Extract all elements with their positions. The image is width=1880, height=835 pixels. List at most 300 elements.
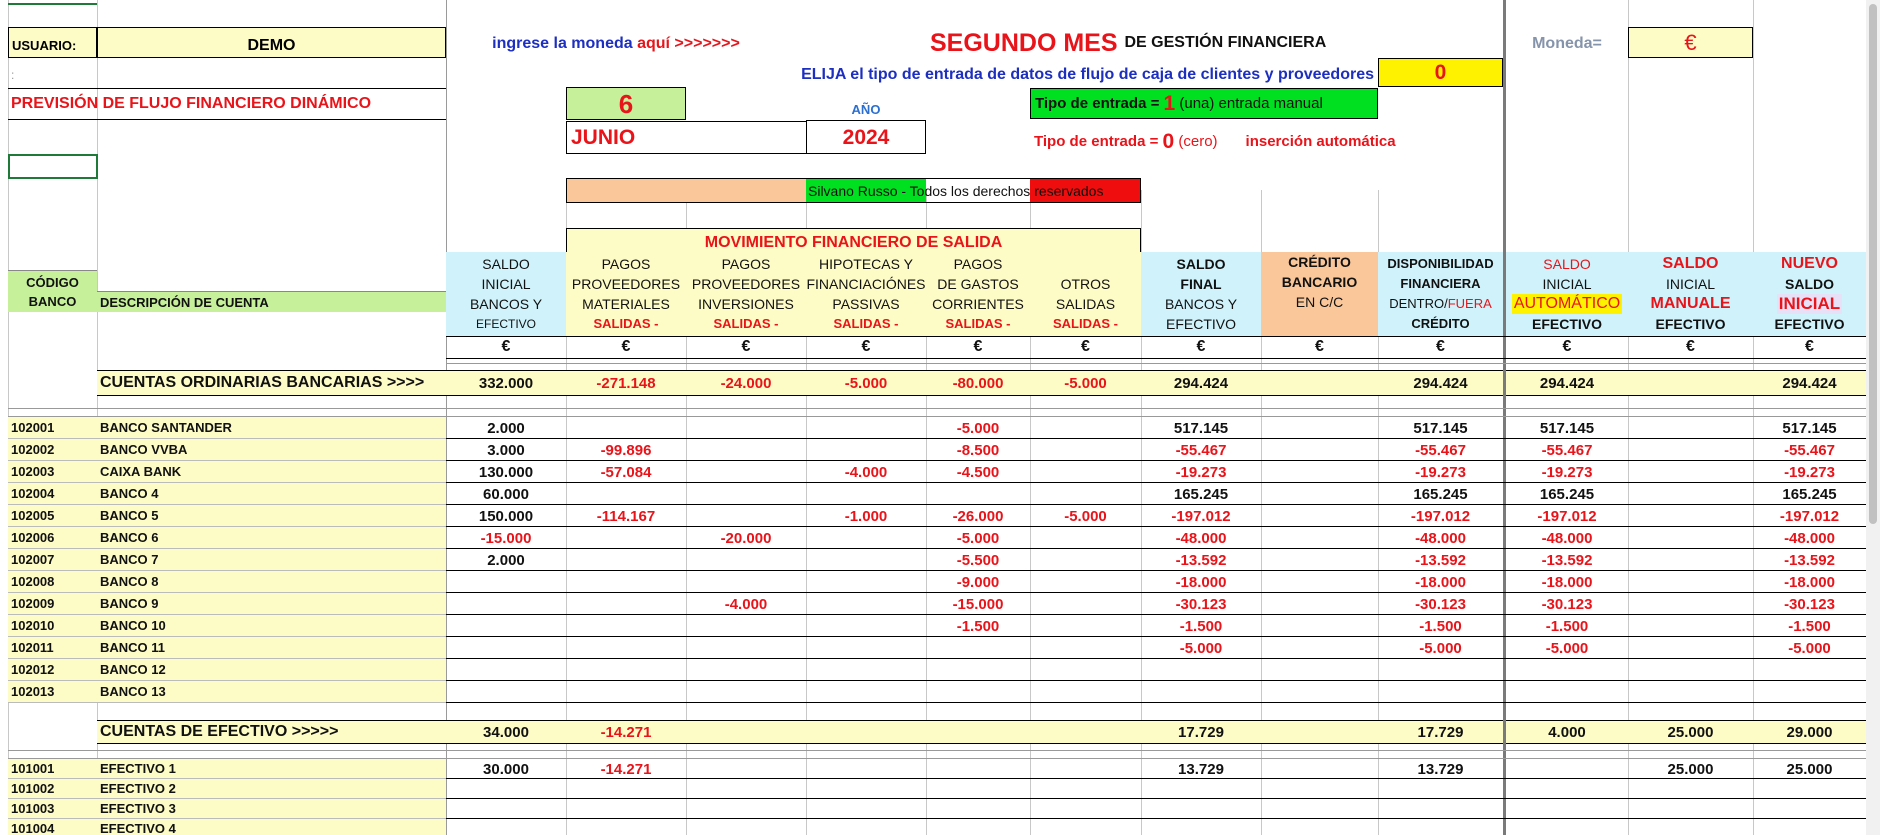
value-cell[interactable] xyxy=(806,659,926,681)
value-cell[interactable] xyxy=(686,637,806,659)
value-cell[interactable] xyxy=(566,417,686,439)
value-cell[interactable] xyxy=(446,593,566,615)
value-cell[interactable] xyxy=(566,549,686,571)
account-name-cell[interactable]: BANCO 4 xyxy=(97,483,446,505)
value-cell[interactable]: -99.896 xyxy=(600,441,652,459)
value-cell[interactable]: -13.592 xyxy=(1541,551,1593,569)
value-cell[interactable] xyxy=(686,659,806,681)
account-code-cell[interactable]: 102011 xyxy=(8,637,97,659)
value-cell[interactable]: 2.000 xyxy=(487,551,525,569)
value-cell[interactable] xyxy=(806,417,926,439)
currency-prompt-a: ingrese la moneda xyxy=(492,35,633,52)
col-header-credito xyxy=(1261,252,1378,336)
value-cell[interactable] xyxy=(926,681,1030,703)
account-name-cell[interactable]: EFECTIVO 2 xyxy=(97,779,446,799)
value-cell[interactable]: 30.000 xyxy=(483,760,529,778)
value-cell[interactable]: -30.123 xyxy=(1415,595,1466,613)
value-cell[interactable]: -5.000 xyxy=(956,419,1000,437)
value-cell[interactable]: -48.000 xyxy=(1784,529,1835,547)
account-name-cell[interactable]: CAIXA BANK xyxy=(97,461,446,483)
value-cell[interactable]: -30.123 xyxy=(1175,595,1227,613)
value-cell[interactable] xyxy=(1753,681,1866,703)
account-name-cell[interactable]: BANCO 6 xyxy=(97,527,446,549)
value-cell[interactable] xyxy=(1628,549,1753,571)
value-cell[interactable] xyxy=(566,681,686,703)
value-cell[interactable]: -18.000 xyxy=(1415,573,1466,591)
value-cell[interactable] xyxy=(1261,505,1378,527)
total-value-cell[interactable]: 294.424 xyxy=(1378,370,1503,396)
value-cell[interactable] xyxy=(1141,799,1261,819)
currency-cell[interactable]: € xyxy=(973,338,983,355)
total-value-cell[interactable]: 29.000 xyxy=(1753,720,1866,744)
total-label: CUENTAS DE EFECTIVO >>>>> xyxy=(97,720,446,744)
value-cell[interactable] xyxy=(566,819,686,835)
value-cell[interactable]: 150.000 xyxy=(478,507,534,525)
value-cell[interactable]: -15.000 xyxy=(952,595,1004,613)
value-cell[interactable] xyxy=(446,681,566,703)
moneda-input[interactable]: € xyxy=(1628,27,1753,58)
value-cell[interactable] xyxy=(446,779,566,799)
value-cell[interactable] xyxy=(1261,779,1378,799)
entry-type-input[interactable]: 0 xyxy=(1378,58,1503,87)
value-cell[interactable] xyxy=(686,439,806,461)
col-header-saldo-final xyxy=(1141,252,1261,336)
value-cell[interactable]: 60.000 xyxy=(483,485,529,503)
value-cell[interactable] xyxy=(1141,779,1261,799)
value-cell[interactable] xyxy=(1261,759,1378,779)
value-cell[interactable]: 165.245 xyxy=(1413,485,1468,503)
value-cell[interactable] xyxy=(1628,571,1753,593)
currency-cell[interactable]: € xyxy=(1436,338,1445,355)
value-cell[interactable]: -197.012 xyxy=(1779,507,1840,525)
value-cell[interactable] xyxy=(566,615,686,637)
value-cell[interactable] xyxy=(1628,799,1753,819)
value-cell[interactable] xyxy=(686,615,806,637)
h9-l2: FINANCIERA xyxy=(1400,276,1481,291)
value-cell[interactable] xyxy=(926,483,1030,505)
total-value-cell[interactable]: -24.000 xyxy=(686,370,806,396)
value-cell[interactable] xyxy=(926,637,1030,659)
account-name-cell[interactable]: BANCO 12 xyxy=(97,659,446,681)
account-code-cell[interactable]: 102005 xyxy=(8,505,97,527)
currency-cell[interactable]: € xyxy=(1315,338,1324,355)
value-cell[interactable]: -8.500 xyxy=(956,441,1000,459)
value-cell[interactable] xyxy=(566,527,686,549)
value-cell[interactable] xyxy=(1261,799,1378,819)
value-cell[interactable] xyxy=(566,483,686,505)
entry0-c: (cero) xyxy=(1178,132,1218,150)
total-value-cell[interactable]: 294.424 xyxy=(1753,370,1866,396)
account-name-cell[interactable]: BANCO SANTANDER xyxy=(97,417,446,439)
account-code-cell[interactable]: 102003 xyxy=(8,461,97,483)
value-cell[interactable] xyxy=(1506,779,1628,799)
value-cell[interactable] xyxy=(1506,681,1628,703)
h5-l1: PAGOS xyxy=(953,256,1003,272)
value-cell[interactable]: 165.245 xyxy=(1173,485,1229,503)
value-cell[interactable] xyxy=(1628,681,1753,703)
value-cell[interactable]: -197.012 xyxy=(1171,507,1231,525)
value-cell[interactable] xyxy=(1628,527,1753,549)
account-name-cell[interactable]: BANCO 5 xyxy=(97,505,446,527)
value-cell[interactable]: 517.145 xyxy=(1173,419,1229,437)
value-cell[interactable]: -13.592 xyxy=(1175,551,1227,569)
value-cell[interactable] xyxy=(1753,819,1866,835)
total-value-cell[interactable] xyxy=(1628,370,1753,396)
value-cell[interactable] xyxy=(1261,819,1378,835)
value-cell[interactable]: -5.000 xyxy=(1545,639,1589,657)
value-cell[interactable] xyxy=(1030,417,1141,439)
col-header-pagos-inversiones xyxy=(686,252,806,336)
value-cell[interactable] xyxy=(1141,819,1261,835)
value-cell[interactable] xyxy=(446,819,566,835)
total-value-cell[interactable]: -5.000 xyxy=(806,370,926,396)
value-cell[interactable]: -30.123 xyxy=(1541,595,1593,613)
value-cell[interactable] xyxy=(566,571,686,593)
value-cell[interactable] xyxy=(446,615,566,637)
value-cell[interactable] xyxy=(1261,571,1378,593)
value-cell[interactable] xyxy=(1261,659,1378,681)
value-cell[interactable] xyxy=(806,549,926,571)
value-cell[interactable] xyxy=(1030,759,1141,779)
value-cell[interactable]: -1.500 xyxy=(1545,617,1589,635)
value-cell[interactable] xyxy=(806,681,926,703)
moneda-label: Moneda= xyxy=(1532,35,1602,52)
value-cell[interactable] xyxy=(1628,439,1753,461)
value-cell[interactable] xyxy=(1506,819,1628,835)
value-cell[interactable]: -13.592 xyxy=(1784,551,1835,569)
value-cell[interactable]: -26.000 xyxy=(952,507,1004,525)
total-value-cell[interactable] xyxy=(806,720,926,744)
value-cell[interactable] xyxy=(1030,799,1141,819)
value-cell[interactable] xyxy=(1753,659,1866,681)
value-cell[interactable] xyxy=(1628,483,1753,505)
value-cell[interactable]: -1.000 xyxy=(844,507,888,525)
total-value-cell[interactable]: -14.271 xyxy=(566,720,686,744)
value-cell[interactable] xyxy=(446,659,566,681)
account-code-cell[interactable]: 102013 xyxy=(8,681,97,703)
account-name-cell[interactable]: EFECTIVO 1 xyxy=(97,759,446,779)
account-code-cell[interactable]: 101002 xyxy=(8,779,97,799)
currency-cell[interactable]: € xyxy=(501,338,511,355)
value-cell[interactable] xyxy=(686,549,806,571)
total-value-cell[interactable]: -80.000 xyxy=(926,370,1030,396)
value-cell[interactable] xyxy=(1628,593,1753,615)
h7-l1: SALDO xyxy=(1176,256,1226,272)
value-cell[interactable]: -55.467 xyxy=(1415,441,1466,459)
account-name-cell[interactable]: BANCO 10 xyxy=(97,615,446,637)
value-cell[interactable]: -48.000 xyxy=(1415,529,1466,547)
value-cell[interactable] xyxy=(446,637,566,659)
selected-cell[interactable] xyxy=(8,154,98,179)
total-value-cell[interactable]: 25.000 xyxy=(1628,720,1753,744)
value-cell[interactable] xyxy=(686,819,806,835)
value-cell[interactable] xyxy=(1753,779,1866,799)
currency-cell[interactable]: € xyxy=(1805,338,1814,355)
account-code-cell[interactable]: 102002 xyxy=(8,439,97,461)
value-cell[interactable] xyxy=(1261,549,1378,571)
value-cell[interactable] xyxy=(926,819,1030,835)
value-cell[interactable] xyxy=(806,483,926,505)
value-cell[interactable] xyxy=(926,779,1030,799)
value-cell[interactable]: -48.000 xyxy=(1175,529,1227,547)
value-cell[interactable]: 165.245 xyxy=(1782,485,1837,503)
value-cell[interactable] xyxy=(1261,527,1378,549)
value-cell[interactable]: -5.500 xyxy=(956,551,1000,569)
active-cell-top[interactable] xyxy=(8,0,97,5)
value-cell[interactable]: -18.000 xyxy=(1784,573,1835,591)
currency-cell[interactable]: € xyxy=(1562,338,1572,355)
value-cell[interactable] xyxy=(1261,681,1378,703)
value-cell[interactable]: 25.000 xyxy=(1667,760,1714,778)
h3-l3: INVERSIONES xyxy=(698,296,794,312)
value-cell[interactable] xyxy=(1030,439,1141,461)
value-cell[interactable] xyxy=(1753,799,1866,819)
total-value-cell[interactable]: 294.424 xyxy=(1506,370,1628,396)
value-cell[interactable] xyxy=(686,461,806,483)
value-cell[interactable]: -4.500 xyxy=(956,463,1000,481)
value-cell[interactable] xyxy=(926,799,1030,819)
value-cell[interactable] xyxy=(1030,637,1141,659)
value-cell[interactable]: -13.592 xyxy=(1415,551,1466,569)
value-cell[interactable]: 2.000 xyxy=(487,419,525,437)
total-value-cell[interactable]: 17.729 xyxy=(1141,720,1261,744)
value-cell[interactable] xyxy=(926,659,1030,681)
account-code-cell[interactable]: 102012 xyxy=(8,659,97,681)
value-cell[interactable] xyxy=(1628,779,1753,799)
value-cell[interactable] xyxy=(1030,615,1141,637)
currency-cell[interactable]: € xyxy=(1196,338,1206,355)
movement-title: MOVIMIENTO FINANCIERO DE SALIDA xyxy=(566,228,1141,253)
currency-cell[interactable]: € xyxy=(1081,338,1090,355)
total-value-cell[interactable] xyxy=(686,720,806,744)
value-cell[interactable]: -15.000 xyxy=(480,529,532,547)
value-cell[interactable]: -20.000 xyxy=(720,529,772,547)
value-cell[interactable] xyxy=(686,759,806,779)
value-cell[interactable]: 13.729 xyxy=(1178,760,1224,778)
value-cell[interactable] xyxy=(1378,659,1503,681)
account-code-cell[interactable]: 102009 xyxy=(8,593,97,615)
account-code-cell[interactable]: 101004 xyxy=(8,819,97,835)
account-name-cell[interactable]: BANCO 13 xyxy=(97,681,446,703)
value-cell[interactable]: -5.000 xyxy=(1419,639,1462,657)
value-cell[interactable] xyxy=(1030,549,1141,571)
row-border xyxy=(446,363,1866,364)
scrollbar-thumb[interactable] xyxy=(1869,4,1877,524)
value-cell[interactable] xyxy=(1261,417,1378,439)
value-cell[interactable] xyxy=(1628,637,1753,659)
value-cell[interactable] xyxy=(806,527,926,549)
value-cell[interactable]: -55.467 xyxy=(1175,441,1227,459)
value-cell[interactable] xyxy=(1261,483,1378,505)
value-cell[interactable] xyxy=(1506,759,1628,779)
total-value-cell[interactable]: 34.000 xyxy=(446,720,566,744)
value-cell[interactable] xyxy=(1030,681,1141,703)
total-value-cell[interactable] xyxy=(926,720,1030,744)
value-cell[interactable] xyxy=(1030,659,1141,681)
value-cell[interactable] xyxy=(806,593,926,615)
col-header-codigo xyxy=(8,270,97,312)
total-value-cell[interactable]: 17.729 xyxy=(1378,720,1503,744)
value-cell[interactable] xyxy=(1506,659,1628,681)
account-code-cell[interactable]: 101001 xyxy=(8,759,97,779)
value-cell[interactable]: -19.273 xyxy=(1541,463,1593,481)
value-cell[interactable] xyxy=(1378,819,1503,835)
value-cell[interactable] xyxy=(1030,571,1141,593)
value-cell[interactable] xyxy=(1030,461,1141,483)
value-cell[interactable] xyxy=(1141,659,1261,681)
value-cell[interactable] xyxy=(806,571,926,593)
value-cell[interactable] xyxy=(1628,819,1753,835)
value-cell[interactable]: -18.000 xyxy=(1541,573,1593,591)
value-cell[interactable] xyxy=(1030,483,1141,505)
value-cell[interactable] xyxy=(566,659,686,681)
value-cell[interactable] xyxy=(1628,615,1753,637)
value-cell[interactable]: -5.000 xyxy=(1179,639,1223,657)
value-cell[interactable]: -5.000 xyxy=(1788,639,1831,657)
total-value-cell[interactable]: 332.000 xyxy=(446,370,566,396)
value-cell[interactable] xyxy=(1261,461,1378,483)
currency-cell[interactable]: € xyxy=(1686,338,1695,355)
vertical-scrollbar[interactable] xyxy=(1866,0,1880,835)
value-cell[interactable]: -114.167 xyxy=(596,507,656,525)
account-name-cell[interactable]: BANCO 11 xyxy=(97,637,446,659)
year-value[interactable]: 2024 xyxy=(806,120,926,154)
value-cell[interactable] xyxy=(1030,593,1141,615)
value-cell[interactable] xyxy=(686,505,806,527)
usuario-value[interactable]: DEMO xyxy=(97,27,446,58)
value-cell[interactable]: -19.273 xyxy=(1175,463,1227,481)
h4-l1: HIPOTECAS Y xyxy=(819,256,913,272)
value-cell[interactable]: -1.500 xyxy=(1179,617,1223,635)
value-cell[interactable]: -14.271 xyxy=(600,760,652,778)
value-cell[interactable] xyxy=(1261,637,1378,659)
value-cell[interactable]: 165.245 xyxy=(1539,485,1595,503)
value-cell[interactable]: -57.084 xyxy=(600,463,652,481)
value-cell[interactable]: 517.145 xyxy=(1782,419,1837,437)
value-cell[interactable]: 13.729 xyxy=(1417,760,1464,778)
value-cell[interactable] xyxy=(806,799,926,819)
currency-cell[interactable]: € xyxy=(741,338,751,355)
value-cell[interactable]: -55.467 xyxy=(1784,441,1835,459)
value-cell[interactable]: -5.000 xyxy=(1064,507,1107,525)
currency-cell[interactable]: € xyxy=(621,338,631,355)
value-cell[interactable] xyxy=(1261,615,1378,637)
value-cell[interactable]: -19.273 xyxy=(1415,463,1466,481)
value-cell[interactable]: -19.273 xyxy=(1784,463,1835,481)
value-cell[interactable]: 25.000 xyxy=(1786,760,1833,778)
total-value-cell[interactable]: -271.148 xyxy=(566,370,686,396)
total-value-cell[interactable]: 294.424 xyxy=(1141,370,1261,396)
value-cell[interactable] xyxy=(806,439,926,461)
value-cell[interactable]: -1.500 xyxy=(956,617,1000,635)
account-name-cell[interactable]: EFECTIVO 3 xyxy=(97,799,446,819)
value-cell[interactable] xyxy=(806,779,926,799)
account-name-cell[interactable]: BANCO 7 xyxy=(97,549,446,571)
value-cell[interactable] xyxy=(806,615,926,637)
total-value-cell[interactable] xyxy=(1261,720,1378,744)
value-cell[interactable]: -197.012 xyxy=(1410,507,1471,525)
account-code-cell[interactable]: 102006 xyxy=(8,527,97,549)
value-cell[interactable]: 517.145 xyxy=(1413,419,1468,437)
month-number-input[interactable]: 6 xyxy=(566,87,686,120)
value-cell[interactable] xyxy=(926,759,1030,779)
account-code-cell[interactable]: 101003 xyxy=(8,799,97,819)
value-cell[interactable] xyxy=(1030,819,1141,835)
value-cell[interactable] xyxy=(1261,593,1378,615)
value-cell[interactable]: -18.000 xyxy=(1175,573,1227,591)
value-cell[interactable] xyxy=(1030,527,1141,549)
value-cell[interactable]: 130.000 xyxy=(478,463,534,481)
value-cell[interactable] xyxy=(686,483,806,505)
value-cell[interactable]: -55.467 xyxy=(1541,441,1593,459)
total-value-cell[interactable]: 4.000 xyxy=(1506,720,1628,744)
value-cell[interactable] xyxy=(686,779,806,799)
account-name-cell[interactable]: BANCO 8 xyxy=(97,571,446,593)
value-cell[interactable] xyxy=(1628,659,1753,681)
value-cell[interactable]: -4.000 xyxy=(844,463,888,481)
value-cell[interactable] xyxy=(1378,799,1503,819)
value-cell[interactable] xyxy=(686,571,806,593)
value-cell[interactable] xyxy=(446,799,566,819)
value-cell[interactable]: -1.500 xyxy=(1788,617,1831,635)
value-cell[interactable] xyxy=(686,681,806,703)
h6-l1: OTROS xyxy=(1060,276,1111,292)
value-cell[interactable] xyxy=(806,759,926,779)
value-cell[interactable]: -48.000 xyxy=(1541,529,1593,547)
value-cell[interactable] xyxy=(1378,779,1503,799)
value-cell[interactable] xyxy=(686,417,806,439)
value-cell[interactable] xyxy=(566,779,686,799)
total-value-cell[interactable] xyxy=(1030,720,1141,744)
currency-cell[interactable]: € xyxy=(861,338,871,355)
value-cell[interactable] xyxy=(1261,439,1378,461)
total-value-cell[interactable] xyxy=(1261,370,1378,396)
value-cell[interactable] xyxy=(1628,505,1753,527)
value-cell[interactable] xyxy=(1141,681,1261,703)
value-cell[interactable]: -4.000 xyxy=(724,595,768,613)
value-cell[interactable] xyxy=(1030,779,1141,799)
account-name-cell[interactable]: EFECTIVO 4 xyxy=(97,819,446,835)
account-code-cell[interactable]: 102001 xyxy=(8,417,97,439)
account-code-cell[interactable]: 102007 xyxy=(8,549,97,571)
value-cell[interactable]: -197.012 xyxy=(1537,507,1597,525)
total-value-cell[interactable]: -5.000 xyxy=(1030,370,1141,396)
value-cell[interactable]: -9.000 xyxy=(956,573,1000,591)
account-code-cell[interactable]: 102008 xyxy=(8,571,97,593)
account-name-cell[interactable]: BANCO 9 xyxy=(97,593,446,615)
account-code-cell[interactable]: 102004 xyxy=(8,483,97,505)
account-name-cell[interactable]: BANCO VVBA xyxy=(97,439,446,461)
value-cell[interactable] xyxy=(1506,799,1628,819)
value-cell[interactable] xyxy=(566,799,686,819)
value-cell[interactable] xyxy=(686,799,806,819)
value-cell[interactable]: 517.145 xyxy=(1539,419,1595,437)
value-cell[interactable]: -1.500 xyxy=(1419,617,1462,635)
value-cell[interactable] xyxy=(806,819,926,835)
value-cell[interactable]: 3.000 xyxy=(487,441,525,459)
value-cell[interactable] xyxy=(566,593,686,615)
value-cell[interactable]: -30.123 xyxy=(1784,595,1835,613)
value-cell[interactable] xyxy=(1378,681,1503,703)
account-code-cell[interactable]: 102010 xyxy=(8,615,97,637)
value-cell[interactable] xyxy=(806,637,926,659)
value-cell[interactable]: -5.000 xyxy=(956,529,1000,547)
value-cell[interactable] xyxy=(446,571,566,593)
value-cell[interactable] xyxy=(1628,417,1753,439)
value-cell[interactable] xyxy=(1628,461,1753,483)
h10-l2: INICIAL xyxy=(1542,276,1592,292)
value-cell[interactable] xyxy=(566,637,686,659)
